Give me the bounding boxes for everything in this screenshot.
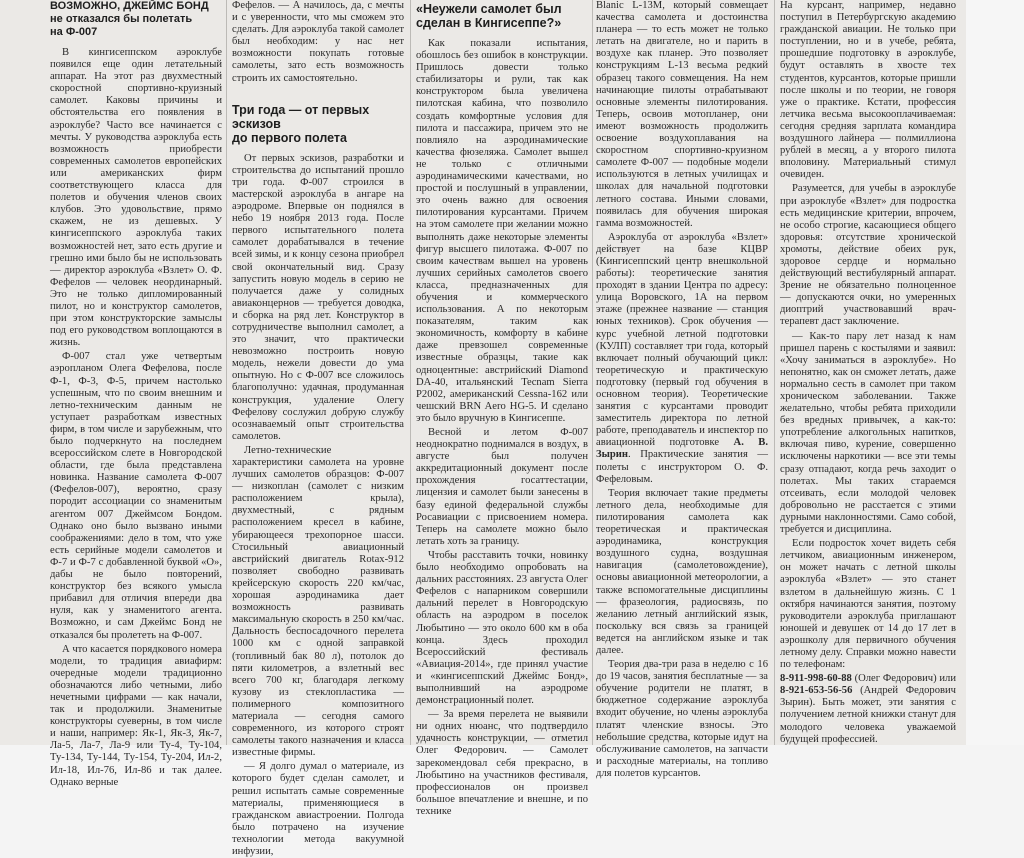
lead-heading-line-3: на Ф-007: [50, 26, 98, 38]
paragraph: Чтобы расставить точки, новинку было необходимо опробовать на дальних расстояниях. 23 августа Олег Фефелов с напарником совершили дальний перелет в Новгородскую область на аэродром в поселок Любытино — это около 600 км в оба конца. Здесь проходил Всероссийский фестиваль «Авиация-2014», где принял участие и «кингисеппский Джеймс Бонд», выполнивший на аэродроме демонстрационный полет.: [416, 549, 588, 707]
paragraph: А что касается порядкового номера модели, то традиция авиафирм: очередные модели традиционно обозначаются либо четными, либо нечетными цифрами — как начали, так и продолжили. Знаменитые конструкторы суеверны, в том числе и наши, например: Як-1, Як-3, Як-7, Ла-5, Ла-7, Ла-9 или Ту-4, Ту-104, Ту-134, Ту-144, Ту-154, Ту-204, Ил-2, Ил-18, Ил-76, Ил-86 и так далее. Однако верные: [50, 643, 222, 788]
paragraph: Ф-007 стал уже четвертым аэропланом Олега Фефелова, после Ф-1, Ф-3, Ф-5, причем настолько успешным, что по своим внешним и летно-техническим данным не уступает разработкам известных фирм, в том числе и зарубежным, что было подчеркнуто на последнем всероссийском слете в Новгородской области, где была представлена новинка. Название самолета Ф-007 (Фефелов-007), вероятно, сразу породит ассоциации со знаменитым агентом 007 Джеймсом Бондом. Однако оно было вызвано иными соображениями: дело в том, что уже есть серийные модели самолетов и Ф-7 и Ф-7 с добавленной буквой «О», дабы не было повторений, конструктор без всякого умысла прибавил для отличия впереди два нуля, как у знаменитого агента. Возможно, и сам Джеймс Бонд не отказался бы пролететь на Ф-007.: [50, 351, 222, 641]
section-heading-line-2: до первого полета: [232, 130, 347, 145]
paragraph: — Я долго думал о материале, из которого будет сделан самолет, и решил испытать самые современные материалы, применяющиеся в гражданском авиастроении. Полгода было потрачено на изучение технологии метода вакуумной инфузии,: [232, 761, 404, 857]
instructor-name: А. В. Зырин: [596, 437, 768, 461]
column-4: [596, 0, 768, 779]
paragraph-text: Аэроклуба от аэроклуба «Взлет» действует на базе КЦВР (Кингисеппский центр внешкольной работы): теоретические занятия проходят в здании Центра по адресу: улица Воровского, 1А на первом этаже (прежнее название — станция юных техников). Срок обучения — курс учебной летной подготовки (КУЛП) составляет три года, который включает полный обучающий цикл: теоретическую и практическую подготовку (первый год обучения в основном теория). Теоретические занятия с курсантами проводит заместитель директора по летной работе, преподаватель и инспектор по авиационной подготовке: [596, 231, 768, 449]
paragraph: [596, 232, 768, 486]
column-1: [50, 0, 222, 788]
column-divider: [226, 0, 227, 745]
column-3: [416, 0, 588, 817]
paragraph: Теория два-три раза в неделю с 16 до 19 часов, занятия бесплатные — за обучение родители не платят, в бюджетное содержание аэроклуба входит обучение, но члены аэроклуба платят членские взносы. Это небольшие средства, которые идут на обслуживание самолетов, на запчасти и расходные материалы, на топливо для полетов курсантов.: [596, 659, 768, 779]
column-divider: [592, 0, 593, 745]
paragraph: В кингисеппском аэроклубе появился еще один летательный аппарат. На этот раз двухместный скоростной спортивно-круизный самолет. Каковы причины и обстоятельства его появления в аэроклубе? Часто все начинается с мечты. У руководства аэроклуба есть возможность приобрести современных самолетов европейских или американских фирм соответствующего класса для полетов и обучения членов своих клубов. Это удовольствие, прямо скажем, не из дешевых. У кингисеппского аэроклуба таких возможностей нет, зато есть другие и грешно ими было бы не использовать — директор аэроклуба «Взлет» О. Ф. Фефелов — человек неординарный. Это не только дипломированный пилот, но и конструктор самолетов, при этом конструкторские замыслы под его руководством воплощаются в жизнь.: [50, 47, 222, 349]
section-heading: [232, 103, 404, 145]
lead-heading: [50, 0, 222, 39]
paragraph: На курсант, например, недавно поступил в Петербургскую академию гражданской авиации. Не только при поступлении, но и в учебе, ребята, прошедшие подготовку в аэроклубе, будут оставлять в хвосте тех студентов, курсантов, которые пришли после школы и по теории, не говоря уже о практике. Кстати, профессия летчика весьма высокооплачиваемая: сегодня средняя зарплата командира воздушного лайнера — полмиллиона рублей в месяц, а у второго пилота вполовину. Материальный стимул очевиден.: [780, 0, 956, 181]
lead-heading-line-1: ВОЗМОЖНО, ДЖЕЙМС БОНД: [50, 0, 209, 12]
paragraph: Как показали испытания, обошлось без ошибок в конструкции. Пришлось довести только стабилизаторы и рули, так как конструктором была увеличена пилотская кабина, что позволило создать комфортные условия для пилота и пассажира, причем это не повлияло на аэродинамические качества фюзеляжа. Самолет вышел не только с отличными аэродинамическими качествами, но простой и послушный в управлении, это очень важно для освоения пилотирования курсантами. Причем на этом самолете при желании можно выполнять даже некоторые элементы фигур высшего пилотажа. Ф-007 по своим качествам вышел на уровень лучших серийных самолетов своего класса, предназначенных для обучения и коммерческого использования. А по некоторым показателям, таким как экономичность, комфорту в кабине даже превзошел современные известные образцы, такие как одноцентные: австрийский Diamond DA-40, итальянский Tecnam Sierra P2002, американский Cessna-162 или чешский BRN Aero HG-5. И сделано это было вручную в Кингисеппе.: [416, 38, 588, 424]
column-divider: [410, 0, 411, 745]
paragraph-text: (Олег Федорович) или: [851, 673, 956, 685]
section-heading-line-1: «Неужели самолет был: [416, 2, 562, 16]
section-heading-line-2: сделан в Кингисеппе?»: [416, 16, 562, 30]
phone-number: 8-911-998-60-88: [780, 673, 852, 685]
paragraph: Теория включает такие предметы летного дела, необходимые для пилотирования самолета как теоретическая и практическая аэродинамика, конструкция воздушного судна, воздушная навигация (самолетовождение), основы авиационной метеорологии, а также вспомогательные дисциплины — фразеология, радиосвязь, по желанию летный английский язык, поскольку вся связь за границей ведется на английском языке и так далее.: [596, 487, 768, 656]
page-edge: [966, 0, 1024, 745]
column-5: [780, 0, 956, 745]
section-heading-line-1: Три года — от первых эскизов: [232, 102, 370, 131]
paragraph: — За время перелета не выявили ни одних нюанс, что подтвердило удачность конструкции, — отметил Олег Федорович. — Самолет зарекомендовал себя прекрасно, в Любытино на участников фестиваля, профессионалов он произвел большое впечатление и внешне, и по технике: [416, 709, 588, 817]
column-2: [232, 0, 404, 857]
paragraph: Летно-технические характеристики самолета на уровне лучших самолетов образцов: Ф-007 — низкоплан (самолет с низким расположением крыла), двухместный, с рядным расположением кресел в кабине, убирающееся трехопорное шасси. Стосильный авиационный австрийский двигатель Rotax-912 позволяет свободно развивать крейсерскую скорость 220 км/час, хорошая аэродинамика дает возможность развивать максимальную скорость в 250 км/час. Дальность беспосадочного перелета 1000 км с одной заправкой (топливный бак 80 л), потолок до пяти километров, а взлетный вес всего 700 кг, благодаря легкому кузову из стеклопластика — полимерного композитного материала — сегодня самого современного, из которого строят самолеты такого назначения и класса известные фирмы.: [232, 444, 404, 759]
paragraph-text: . Практические занятия — полеты с инструктором О. Ф. Фефеловым.: [596, 449, 768, 485]
lead-heading-line-2: не отказался бы полетать: [50, 13, 193, 25]
paragraph: Blanic L-13M, который совмещает качества самолета и достоинства планера — то есть может не только летать на двигателе, но и парить в воздухе как планер. Это позволяет конструкциям L-13 весьма редкий образец такого совмещения. На нем начинающие пилоты отрабатывают основные элементы пилотирования. Теперь, освоив мотопланер, они имеют возможность продолжить освоение воздухоплавания на скоростном спортивно-круизном самолете Ф-007 — подобные модели используются в летных училищах и школах для начальной подготовки летного состава. Иными словами, появилась для обучения широкая гамма возможностей.: [596, 0, 768, 229]
column-divider: [774, 0, 775, 745]
paragraph: Весной и летом Ф-007 неоднократно поднимался в воздух, в августе был получен аккредитационный документ после прохождения госаттестации, лицензия и самолет были занесены в базу единой федеральной службы Росавиации с присвоением номера. Теперь на самолете можно было летать хоть за границу.: [416, 427, 588, 547]
paragraph: Если подросток хочет видеть себя летчиком, авиационным инженером, он может начать с летной школы аэроклуба «Взлет» — это станет взлетом в дальнейшую жизнь. С 1 октября начинаются занятия, поэтому руководители аэроклуба приглашают юношей и девушек от 14 до 17 лет в аэрошколу для первичного обучения летному делу. Справки можно навести по телефонам:: [780, 538, 956, 671]
paragraph-text: (Андрей Федорович Зырин). Быть может, эти занятия с получением летной книжки станут для молодого человека уважаемой будущей профессией.: [780, 685, 956, 745]
paragraph: [780, 673, 956, 746]
section-heading: [416, 2, 588, 30]
paragraph: Фефелов. — А начилось, да, с мечты и с уверенности, что мы сможем это сделать. Для аэроклуба такой самолет был необходим: у нас нет возможности покупать готовые самолеты, зато есть возможность строить их самостоятельно.: [232, 0, 404, 84]
phone-number: 8-921-653-56-56: [780, 685, 853, 697]
paragraph: Разумеется, для учебы в аэроклубе при аэроклубе «Взлет» для подростка есть медицинские критерии, впрочем, не особо строгие, касающиеся общего здоровья: отсутствие хронической хромоты, действие обеих рук, здоровое сердце и нормально действующий вестибулярный аппарат. Зрение не обязательно полноценное — допускаются очки, но умеренных диоптрий участвовавший врач-терапевт даст заключение.: [780, 183, 956, 328]
paragraph: — Как-то пару лет назад к нам пришел парень с костылями и заявил: «Хочу заниматься в аэроклубе». Но непонятно, как он сможет летать, даже нормально сесть в самолет при таком хроническом заболевании. Также желательно, чтобы ребята приходили без вредных привычек, а как-то: употребление алкогольных напитков, включая пиво, курение, совершенно исключены наркотики — все эти темы сразу отпадают, когда речь заходит о полетах. Мы таких стараемся отсеивать, если молодой человек добровольно не расстается с этими дурными наклонностями. Само собой, требуется и дисциплина.: [780, 330, 956, 536]
paragraph: От первых эскизов, разработки и строительства до испытаний прошло три года. Ф-007 строился в мастерской аэроклуба в ангаре на аэродроме. Впервые он поднялся в небо 19 ноября 2013 года. После первого испытательного полета самолет дорабатывался в течение всей зимы, и к концу сезона приобрел свой окончательный вид. Сразу запустить новую модель в серию не получается даже у солидных авиаконцернов — требуется доводка, и сборка на ряд лет. Конструктор в сотрудничестве выполнил самолет, а это значит, что практически невозможно построить новую модель, нежели довести до ума опытную. Но с Ф-007 все сложилось благополучно: удачная, продуманная конструкция, удаление Олегу Фефелову сослужил добрую службу осознаваемый опыт строительства самолетов.: [232, 152, 404, 442]
